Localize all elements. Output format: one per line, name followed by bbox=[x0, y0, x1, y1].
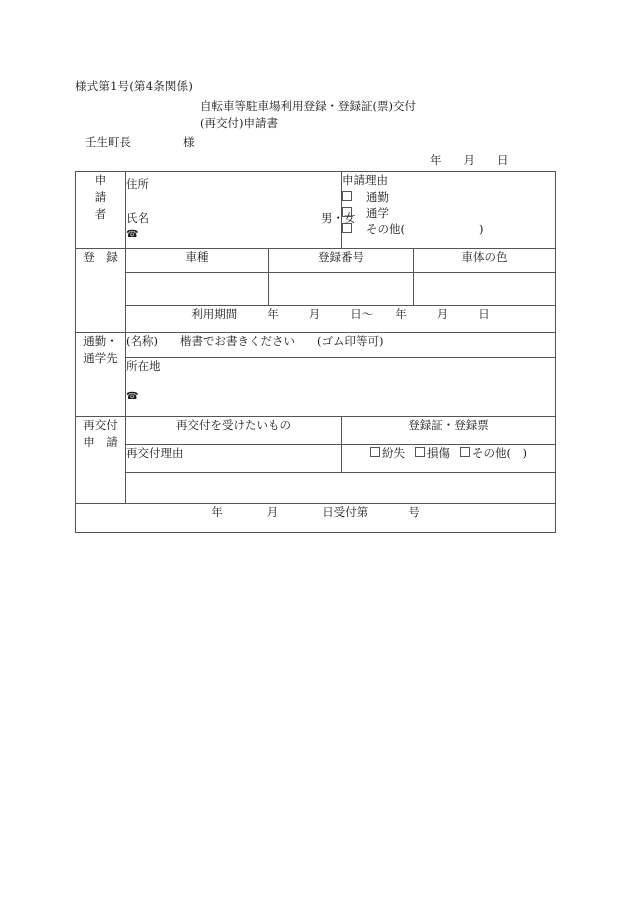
registration-column-reg-number: 登録番号 bbox=[269, 249, 414, 273]
table-row-destination-name bbox=[76, 333, 556, 358]
table-row-registration-values bbox=[76, 273, 556, 306]
destination-name-instruction: 楷書でお書きください bbox=[179, 334, 295, 348]
applicant-label-cell bbox=[76, 172, 126, 249]
destination-address-cell[interactable] bbox=[126, 358, 556, 417]
date-month-label: 月 bbox=[463, 153, 475, 167]
applicant-details-cell[interactable] bbox=[126, 172, 356, 249]
table-row-reissue-blank bbox=[76, 473, 556, 504]
table-row-registration-header bbox=[76, 249, 556, 273]
applicant-label-char3: 者 bbox=[94, 207, 107, 221]
destination-name-cell[interactable] bbox=[126, 333, 556, 358]
reissue-want-value[interactable]: 登録証・登録票 bbox=[342, 417, 556, 445]
reissue-reason-other: その他( ) bbox=[472, 446, 527, 460]
applicant-label-char1: 申 bbox=[94, 173, 107, 187]
addressee bbox=[85, 134, 195, 150]
registration-value-reg-number[interactable] bbox=[269, 273, 414, 306]
applicant-sex-label[interactable]: 男・女 bbox=[321, 211, 356, 225]
reason-option-other[interactable] bbox=[342, 221, 555, 237]
form-title bbox=[200, 98, 416, 132]
reissue-reason-label: 再交付理由 bbox=[126, 445, 342, 473]
usage-period-cell[interactable] bbox=[126, 306, 556, 333]
receipt-number-label: 号 bbox=[408, 505, 420, 519]
destination-address-label: 所在地 bbox=[126, 359, 161, 373]
usage-period-year-to: 年 bbox=[395, 307, 407, 321]
reissue-reason-damaged: 損傷 bbox=[427, 446, 450, 460]
table-row-destination-address bbox=[76, 358, 556, 417]
usage-period-month-from: 月 bbox=[308, 307, 321, 321]
checkbox-icon[interactable] bbox=[460, 447, 470, 457]
registration-column-body-color: 車体の色 bbox=[414, 249, 556, 273]
form-number: 様式第1号(第4条関係) bbox=[75, 79, 194, 93]
reason-option-commute[interactable] bbox=[342, 189, 555, 205]
form-title-line1: 自転車等駐車場利用登録・登録証(票)交付 bbox=[200, 99, 416, 113]
form-title-line2: (再交付)申請書 bbox=[200, 116, 278, 130]
destination-label-cell bbox=[76, 333, 126, 417]
reason-option-school[interactable] bbox=[342, 205, 555, 221]
receipt-month-label: 月 bbox=[266, 505, 279, 519]
usage-period-year-from: 年 bbox=[267, 307, 279, 321]
date-year-label: 年 bbox=[430, 153, 442, 167]
table-row-reissue-want bbox=[76, 417, 556, 445]
usage-period-label: 利用期間 bbox=[191, 307, 238, 321]
telephone-icon: ☎ bbox=[126, 229, 139, 240]
table-row-usage-period bbox=[76, 306, 556, 333]
registration-value-body-color[interactable] bbox=[414, 273, 556, 306]
destination-name-label: (名称) bbox=[126, 334, 158, 348]
applicant-address-label: 住所 bbox=[126, 177, 149, 191]
addressee-name: 壬生町長 bbox=[85, 135, 131, 149]
application-form-table bbox=[75, 171, 556, 533]
reissue-label-line2: 申 請 bbox=[83, 435, 118, 449]
registration-label-cell: 登 録 bbox=[76, 249, 126, 333]
table-row-reissue-reason bbox=[76, 445, 556, 473]
receipt-cell[interactable] bbox=[76, 504, 556, 533]
application-date-line bbox=[430, 152, 509, 168]
checkbox-icon[interactable] bbox=[370, 447, 380, 457]
reason-option-other-label: その他( bbox=[366, 222, 405, 236]
checkbox-icon[interactable] bbox=[415, 447, 425, 457]
table-row-receipt bbox=[76, 504, 556, 533]
destination-label-line2: 通学先 bbox=[83, 351, 118, 365]
reason-option-commute-label: 通勤 bbox=[366, 190, 389, 204]
receipt-day-label: 日受付第 bbox=[322, 505, 369, 519]
reissue-label-cell bbox=[76, 417, 126, 504]
reissue-blank-cell[interactable] bbox=[126, 473, 556, 504]
reason-option-school-label: 通学 bbox=[366, 206, 389, 220]
applicant-label-char2: 請 bbox=[94, 190, 107, 204]
registration-value-vehicle-type[interactable] bbox=[126, 273, 269, 306]
reason-option-other-close: ) bbox=[479, 222, 484, 236]
date-day-label: 日 bbox=[497, 153, 509, 167]
applicant-name-label: 氏名 bbox=[126, 211, 149, 225]
application-reason-cell bbox=[342, 172, 556, 249]
reissue-reason-options[interactable] bbox=[342, 445, 556, 473]
telephone-icon: ☎ bbox=[126, 391, 139, 402]
checkbox-icon[interactable] bbox=[342, 191, 352, 201]
receipt-year-label: 年 bbox=[211, 505, 223, 519]
registration-column-vehicle-type: 車種 bbox=[126, 249, 269, 273]
addressee-honorific: 様 bbox=[183, 135, 195, 149]
usage-period-day-from: 日～ bbox=[350, 307, 374, 321]
destination-name-note: (ゴム印等可) bbox=[316, 334, 384, 348]
reissue-reason-lost: 紛失 bbox=[382, 446, 405, 460]
usage-period-month-to: 月 bbox=[436, 307, 449, 321]
reissue-label-line1: 再交付 bbox=[83, 418, 118, 432]
table-row-applicant bbox=[76, 172, 556, 249]
usage-period-day-to: 日 bbox=[478, 307, 490, 321]
destination-label-line1: 通勤・ bbox=[83, 334, 118, 348]
application-reason-title: 申請理由 bbox=[342, 173, 388, 187]
reissue-want-label: 再交付を受けたいもの bbox=[126, 417, 342, 445]
